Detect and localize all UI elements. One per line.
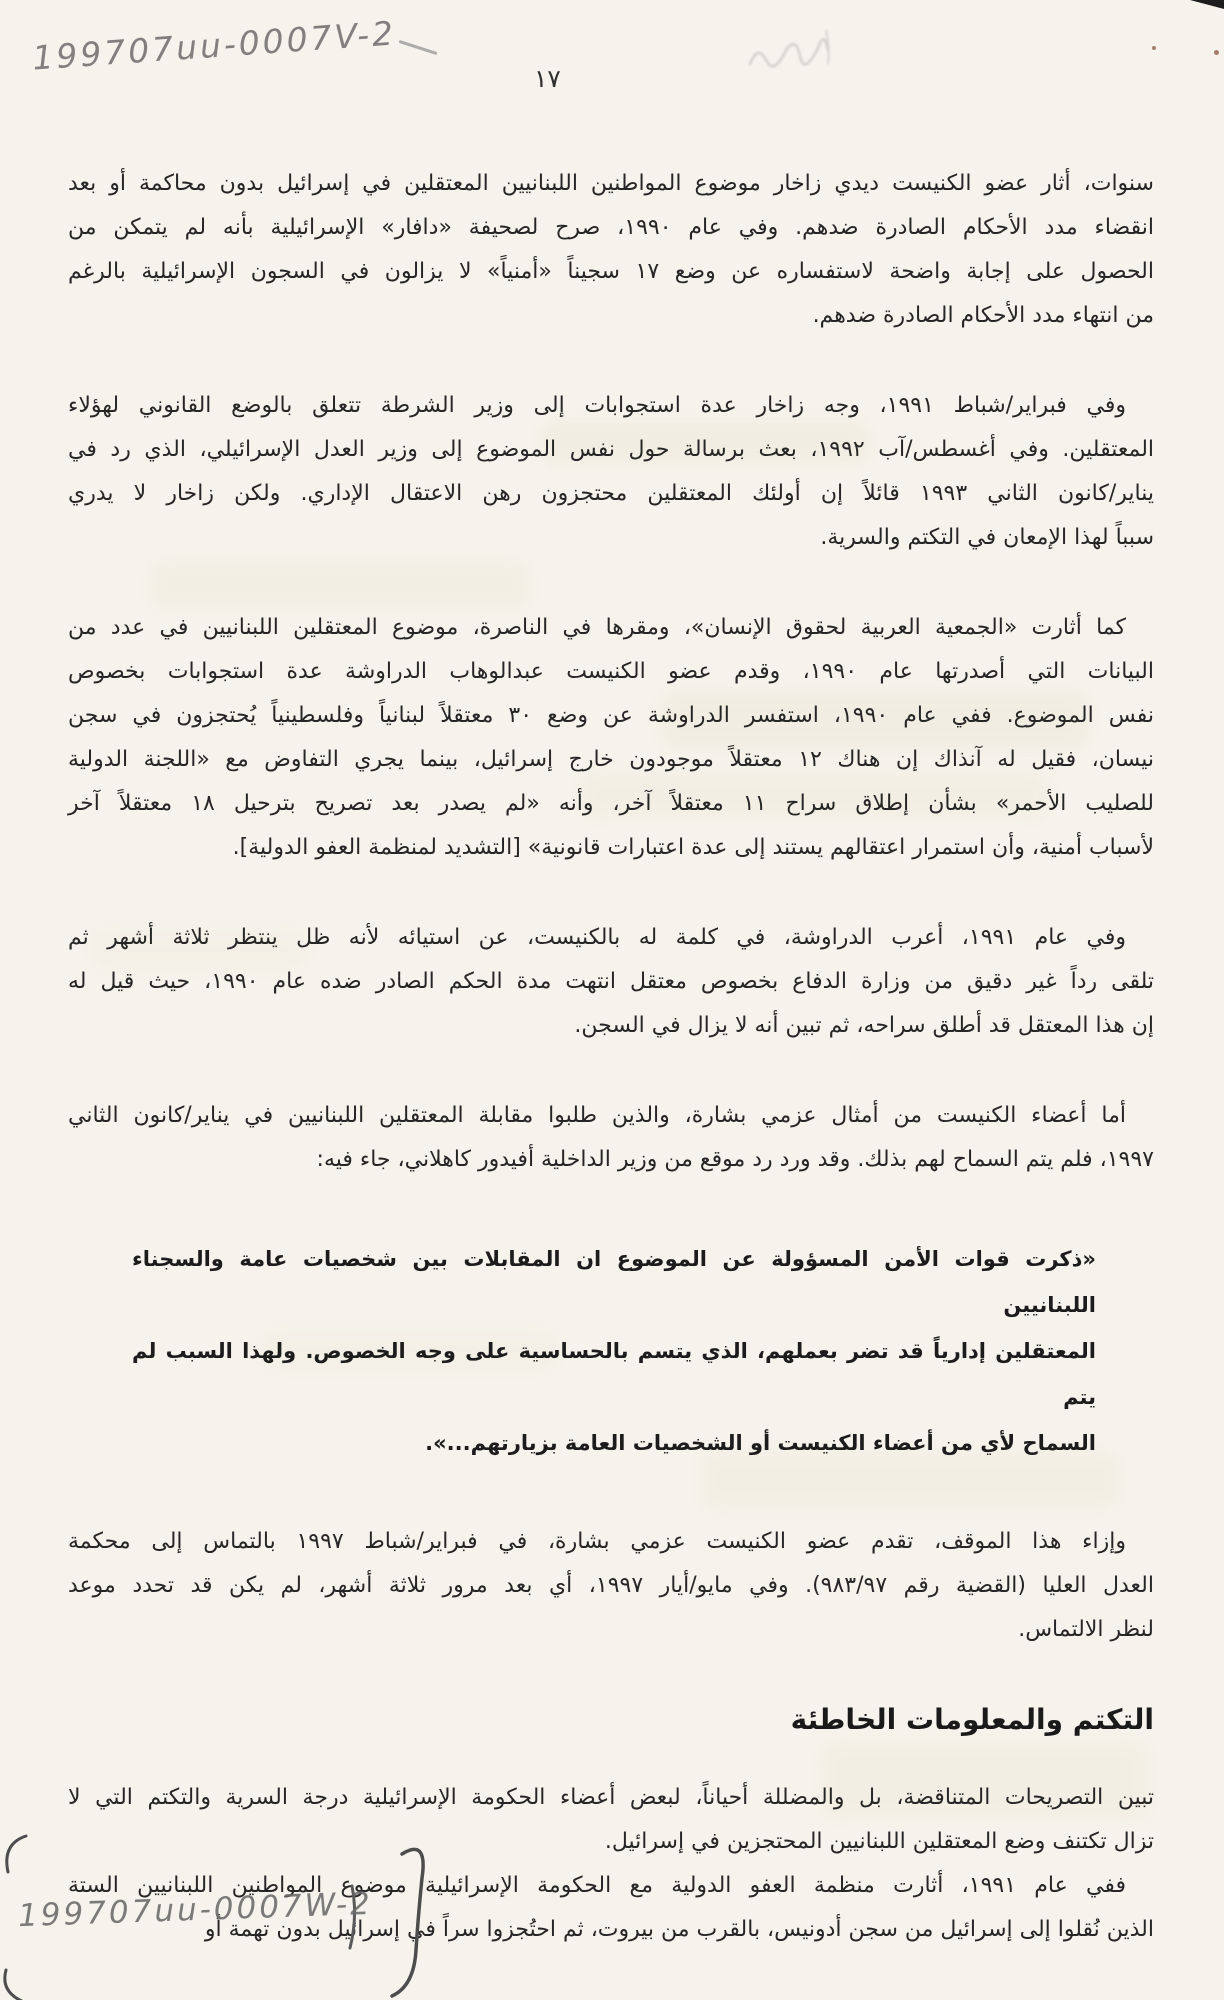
pencil-smudge-icon [740, 22, 900, 82]
text-line: ففي عام ١٩٩١، أثارت منظمة العفو الدولية مع الحكومة الإسرائيلية موضوع المواطنين اللبنانيين الستة [68, 1873, 1127, 1898]
paper-speck [1214, 50, 1219, 55]
pencil-dash [399, 40, 438, 55]
text-line: لأسباب أمنية، وأن استمرار اعتقالهم يستند إلى عدة اعتبارات قانونية» [التشديد لمنظمة العفو الدولية]. [232, 835, 1154, 860]
text-line: للصليب الأحمر» بشأن إطلاق سراح ١١ معتقلاً آخر، وأنه «لم يصدر بعد تصريح بترحيل ١٨ معتقلاً آخر [68, 791, 1154, 816]
text-line: من انتهاء مدد الأحكام الصادرة ضدهم. [812, 303, 1154, 328]
text-line: تلقى رداً غير دقيق من وزارة الدفاع بخصوص معتقل انتهت مدة الحكم الصادر ضده عام ١٩٩٠، حيث قيل له [68, 969, 1154, 994]
text-line: البيانات التي أصدرتها عام ١٩٩٠، وقدم عضو الكنيست عبدالوهاب الدراوشة عدة استجوابات بخصوص [68, 659, 1155, 684]
paragraph [68, 606, 1154, 870]
paragraph [68, 1520, 1154, 1652]
text-line: تبين التصريحات المتناقضة، بل والمضللة أحياناً، لبعض أعضاء الحكومة الإسرائيلية درجة السرية والتكتم التي لا [68, 1785, 1154, 1810]
text-line: إن هذا المعتقل قد أطلق سراحه، ثم تبين أنه لا يزال في السجن. [574, 1013, 1154, 1038]
paragraph [68, 162, 1154, 338]
text-line: انقضاء مدد الأحكام الصادرة ضدهم. وفي عام ١٩٩٠، صرح لصحيفة «دافار» الإسرائيلية بأنه لم يتمكن من [68, 215, 1154, 240]
text-line: يناير/كانون الثاني ١٩٩٣ قائلاً إن أولئك المعتقلين محتجزون رهن الاعتقال الإداري. ولكن زاخار لا يدري [68, 481, 1154, 506]
text-line: السماح لأي من أعضاء الكنيست أو الشخصيات العامة بزيارتهم...». [425, 1431, 1096, 1455]
text-line: المعتقلين إدارياً قد تضر بعملهم، الذي يتسم بالحساسية على وجه الخصوص. ولهذا السبب لم يتم [132, 1339, 1096, 1409]
text-line: لنظر الالتماس. [1018, 1617, 1154, 1642]
text-line: سنوات، أثار عضو الكنيست ديدي زاخار موضوع المواطنين اللبنانيين المعتقلين في إسرائيل بدون محاكمة أو بعد [68, 171, 1154, 196]
text-line: سبباً لهذا الإمعان في التكتم والسرية. [820, 525, 1154, 550]
text-line: نيسان، فقيل له آنذاك إن هناك ١٢ معتقلاً موجودون خارج إسرائيل، بينما يجري التفاوض مع «اللجنة الدولية [68, 747, 1154, 772]
quote-block [132, 1236, 1096, 1466]
text-line: الحصول على إجابة واضحة لاستفساره عن وضع ١٧ سجيناً «أمنياً» لا يزالون في السجون الإسرائيلية بالرغم [68, 259, 1154, 284]
text-line: كما أثارت «الجمعية العربية لحقوق الإنسان»، ومقرها في الناصرة، موضوع المعتقلين اللبنانيين في عدد من [68, 615, 1126, 640]
document-body [68, 162, 1154, 1952]
text-line: وفي فبراير/شباط ١٩٩١، وجه زاخار عدة استجوابات إلى وزير الشرطة تتعلق بالوضع القانوني لهؤلاء [68, 393, 1127, 418]
text-line: تزال تكتنف وضع المعتقلين اللبنانيين المحتجزين في إسرائيل. [604, 1829, 1154, 1854]
handwritten-annotation-top: 199707uu-0007V-2 [31, 13, 398, 78]
text-line: ١٩٩٧، فلم يتم السماح لهم بذلك. وقد ورد رد موقع من وزير الداخلية أفيدور كاهلاني، جاء فيه: [316, 1147, 1154, 1172]
section-heading: التكتم والمعلومات الخاطئة [790, 1703, 1154, 1736]
text-line: وفي عام ١٩٩١، أعرب الدراوشة، في كلمة له بالكنيست، عن استيائه لأنه ظل ينتظر ثلاثة أشهر ثم [68, 925, 1126, 950]
text-line: أما أعضاء الكنيست من أمثال عزمي بشارة، والذين طلبوا مقابلة المعتقلين اللبنانيين في يناير/كانون الثاني [68, 1103, 1126, 1128]
text-line: العدل العليا (القضية رقم ٩٨٣/٩٧). وفي مايو/أيار ١٩٩٧، أي بعد مرور ثلاثة أشهر، لم يكن قد تحدد موعد [68, 1573, 1154, 1598]
paragraph [68, 916, 1154, 1048]
paragraph [68, 1776, 1154, 1864]
scan-corner-artifact [1190, 0, 1224, 9]
paper-speck [1152, 46, 1156, 50]
text-line: «ذكرت قوات الأمن المسؤولة عن الموضوع ان المقابلات بين شخصيات عامة والسجناء اللبنانيين [132, 1247, 1096, 1317]
text-line: نفس الموضوع. ففي عام ١٩٩٠، استفسر الدراوشة عن وضع ٣٠ معتقلاً لبنانياً وفلسطينياً يُحتجزون في سجن [68, 703, 1154, 728]
page-number: ١٧ [534, 64, 561, 93]
text-line: المعتقلين. وفي أغسطس/آب ١٩٩٢، بعث برسالة حول نفس الموضوع إلى وزير العدل الإسرائيلي، الذي رد في [68, 437, 1155, 462]
text-line: الذين نُقلوا إلى إسرائيل من سجن أدونيس، بالقرب من بيروت، ثم احتُجزوا سراً في إسرائيل بدون تهمة أو [204, 1917, 1154, 1942]
handwritten-annotation-bottom: 199707uu-0007W-2 [17, 1885, 374, 1935]
text-line: وإزاء هذا الموقف، تقدم عضو الكنيست عزمي بشارة، في فبراير/شباط ١٩٩٧ بالتماس إلى محكمة [68, 1529, 1126, 1554]
paragraph [68, 1094, 1154, 1182]
paragraph [68, 384, 1154, 560]
